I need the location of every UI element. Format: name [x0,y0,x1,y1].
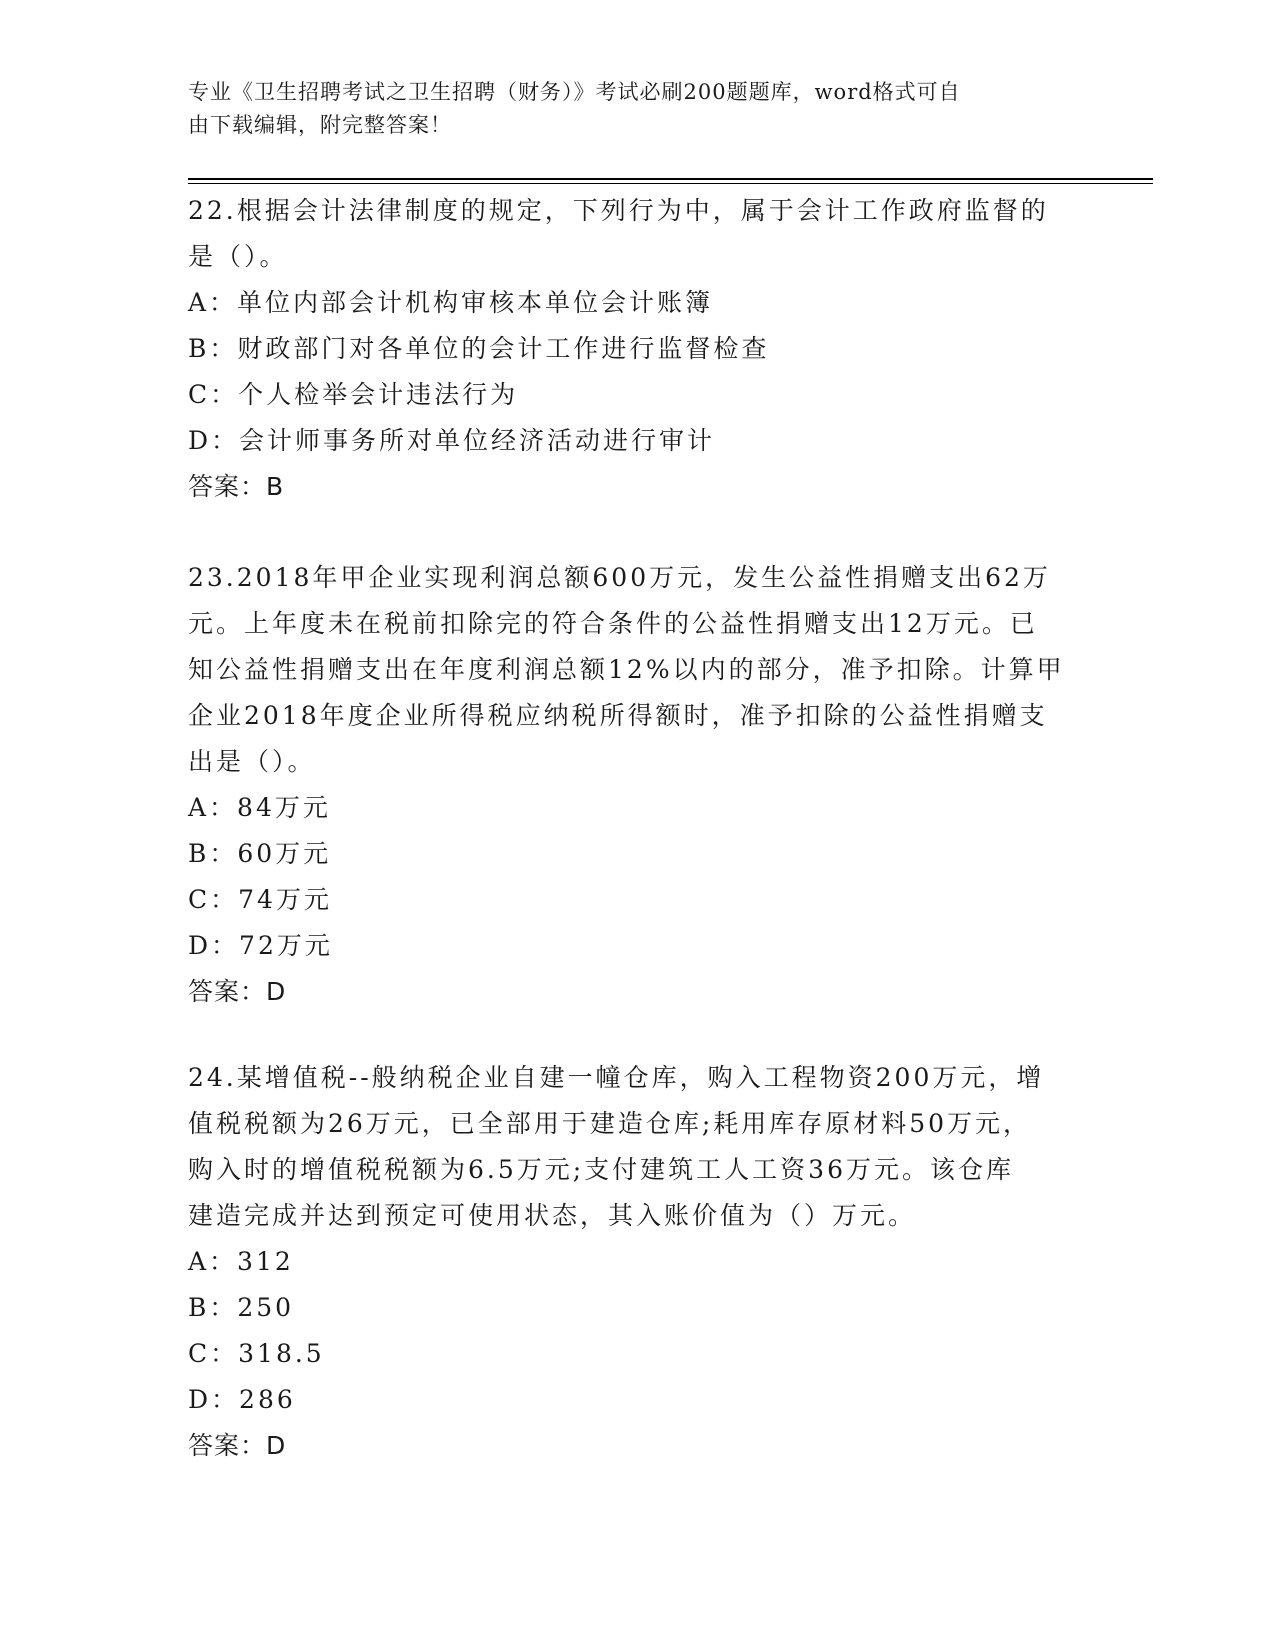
stem-line: 购入时的增值税税额为6.5万元;支付建筑工人工资36万元。该仓库 [188,1155,1014,1184]
stem-line: 出是（）。 [188,747,316,776]
stem-line: 元。上年度未在税前扣除完的符合条件的公益性捐赠支出12万元。已 [188,609,1038,638]
stem-line: 22.根据会计法律制度的规定，下列行为中，属于会计工作政府监督的 [188,196,1049,225]
stem-line: 建造完成并达到预定可使用状态，其入账价值为（）万元。 [188,1201,917,1230]
option-c: C：个人检举会计违法行为 [188,380,519,409]
option-a: A：312 [188,1247,294,1276]
option-c: C：318.5 [188,1339,325,1368]
question-22 [188,188,1078,510]
header-divider-thin [188,183,1153,184]
option-c: C：74万元 [188,885,332,914]
answer-label: 答案：D [188,977,287,1006]
option-d: D：286 [188,1385,296,1414]
question-stem [188,188,1078,280]
question-24 [188,1055,1078,1469]
option-b: B：60万元 [188,839,332,868]
option-b: B：250 [188,1293,295,1322]
header-line-2: 由下载编辑，附完整答案！ [188,113,452,137]
stem-line: 24.某增值税--般纳税企业自建一幢仓库，购入工程物资200万元，增 [188,1063,1045,1092]
option-a: A：单位内部会计机构审核本单位会计账簿 [188,288,714,317]
header-line-1: 专业《卫生招聘考试之卫生招聘（财务）》考试必刷200题题库，word格式可自 [188,80,961,104]
question-23 [188,555,1078,1015]
option-d: D：会计师事务所对单位经济活动进行审计 [188,426,716,455]
question-stem [188,1055,1078,1239]
option-b: B：财政部门对各单位的会计工作进行监督检查 [188,334,770,363]
answer-label: 答案：B [188,472,285,501]
document-header [188,76,1068,142]
answer-label: 答案：D [188,1431,287,1460]
stem-line: 企业2018年度企业所得税应纳税所得额时，准予扣除的公益性捐赠支 [188,701,1048,730]
stem-line: 23.2018年甲企业实现利润总额600万元，发生公益性捐赠支出62万 [188,563,1051,592]
header-divider-thick [188,178,1153,180]
stem-line: 是（）。 [188,242,288,271]
option-d: D：72万元 [188,931,333,960]
question-stem [188,555,1078,785]
option-a: A：84万元 [188,793,331,822]
stem-line: 知公益性捐赠支出在年度利润总额12%以内的部分，准予扣除。计算甲 [188,655,1065,684]
stem-line: 值税税额为26万元，已全部用于建造仓库;耗用库存原材料50万元， [188,1109,1032,1138]
